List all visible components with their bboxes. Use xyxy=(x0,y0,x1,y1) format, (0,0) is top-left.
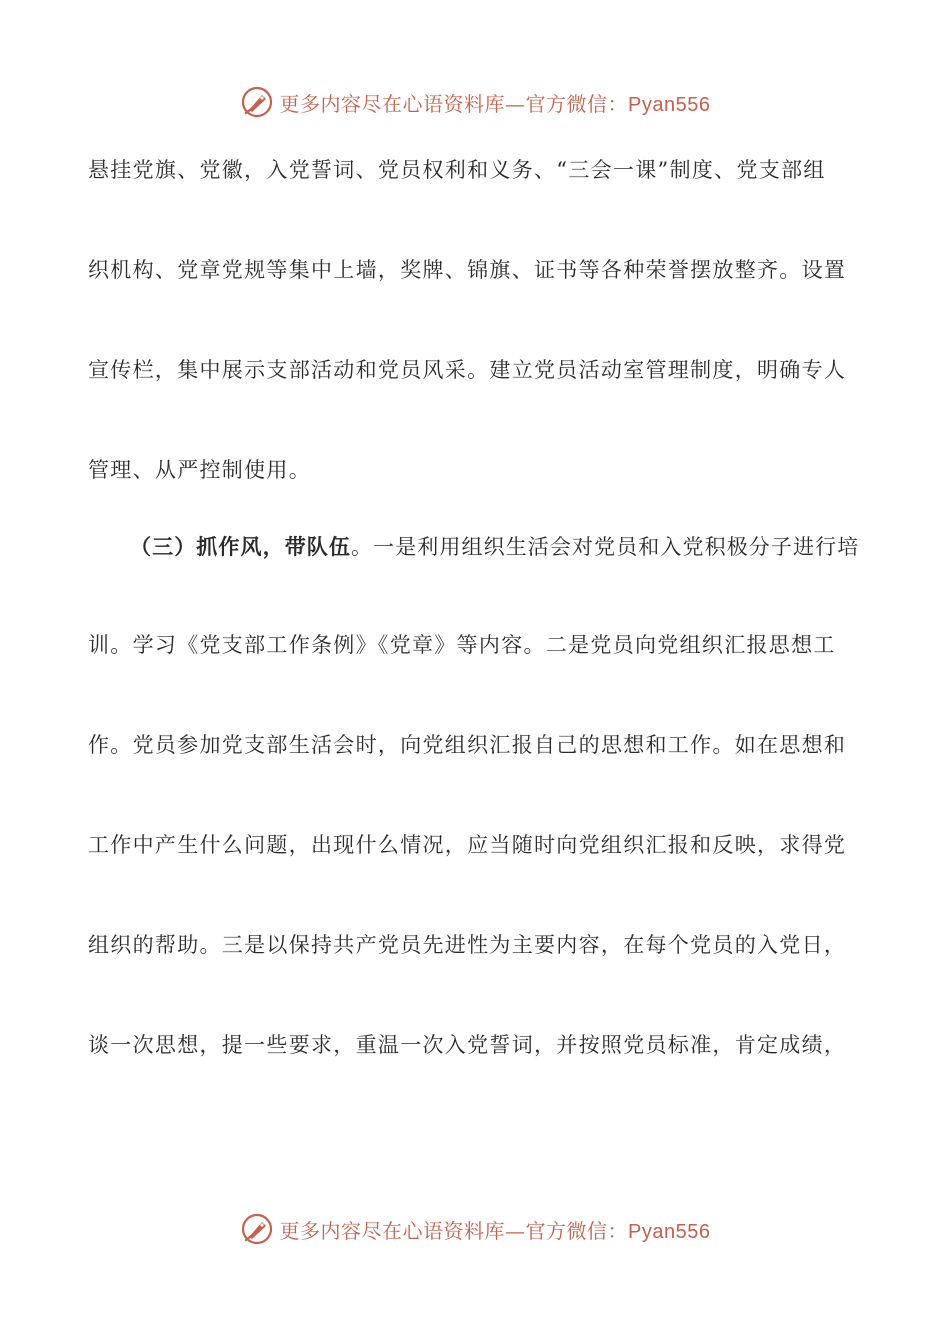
paragraph-2-line-3: 作。党员参加党支部生活会时，向党组织汇报自己的思想和工作。如在思想和 xyxy=(88,733,847,757)
footer-official-label: 官方微信： xyxy=(525,1218,629,1243)
section-heading: （三）抓作风，带队伍 xyxy=(130,534,351,559)
pen-nib-logo-icon xyxy=(240,1212,274,1246)
paragraph-2-line-4: 工作中产生什么问题，出现什么情况，应当随时向党组织汇报和反映，求得党 xyxy=(88,833,847,857)
footer-separator: — xyxy=(505,1218,526,1243)
header-text xyxy=(280,88,711,117)
paragraph-1-line-4: 管理、从严控制使用。 xyxy=(88,458,311,482)
paragraph-1-line-3: 宣传栏，集中展示支部活动和党员风采。建立党员活动室管理制度，明确专人 xyxy=(88,358,847,382)
header-wechat-id: Pyan556 xyxy=(628,93,711,116)
paragraph-2-line-2: 训。学习《党支部工作条例》《党章》等内容。二是党员向党组织汇报思想工 xyxy=(88,633,836,657)
header-banner xyxy=(0,82,950,122)
paragraph-2-line-1 xyxy=(130,532,870,562)
paragraph-2-line-1-rest: 。一是利用组织生活会对党员和入党积极分子进行培 xyxy=(351,535,860,559)
footer-text xyxy=(280,1215,711,1244)
footer-banner xyxy=(0,1209,950,1249)
header-separator: — xyxy=(505,91,526,116)
pen-nib-logo-icon xyxy=(240,85,274,119)
paragraph-2-line-6: 谈一次思想，提一些要求，重温一次入党誓词，并按照党员标准，肯定成绩， xyxy=(88,1033,847,1057)
footer-brand-text: 更多内容尽在心语资料库 xyxy=(279,1218,506,1243)
paragraph-1-line-2: 织机构、党章党规等集中上墙，奖牌、锦旗、证书等各种荣誉摆放整齐。设置 xyxy=(88,258,847,282)
header-official-label: 官方微信： xyxy=(525,91,629,116)
header-brand-text: 更多内容尽在心语资料库 xyxy=(279,91,506,116)
paragraph-1-line-1: 悬挂党旗、党徽，入党誓词、党员权利和义务、“三会一课”制度、党支部组 xyxy=(88,158,826,182)
footer-wechat-id: Pyan556 xyxy=(628,1220,711,1243)
paragraph-2-line-5: 组织的帮助。三是以保持共产党员先进性为主要内容，在每个党员的入党日， xyxy=(88,933,847,957)
